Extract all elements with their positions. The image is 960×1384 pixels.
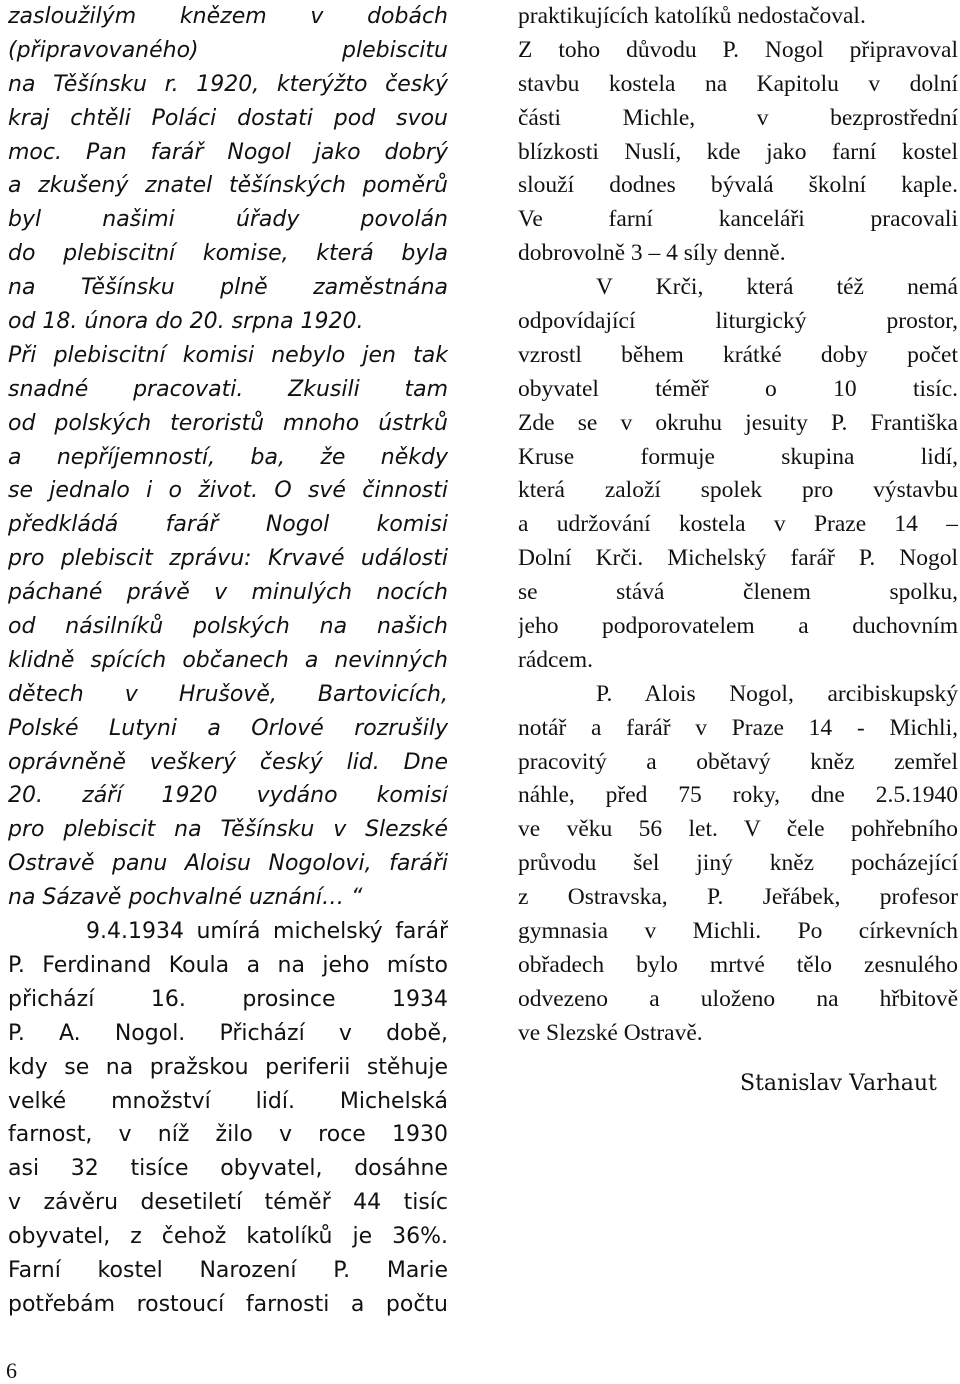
text-line: 20. září 1920 vydáno komisí [8,783,448,809]
text-line: v závěru desetiletí téměř 44 tisíc [8,1190,448,1216]
text-line: Kruse formuje skupina lidí, [518,443,958,470]
text-line: Dolní Krči. Michelský farář P. Nogol [518,545,958,572]
text-line: Polské Lutyni a Orlové rozrušily [8,715,448,741]
text-line: páchané právě v minulých nocích [8,580,448,606]
text-line: od 18. února do 20. srpna 1920. [8,309,364,335]
text-line: dobrovolně 3 – 4 síly denně. [518,240,786,267]
text-line: vzrostl během krátké doby počet [518,341,958,368]
text-line: odvezeno a uloženo na hřbitově [518,985,958,1012]
text-line: odpovídající liturgický prostor, [518,308,958,335]
text-line: Při plebiscitní komisi nebylo jen tak [8,342,448,368]
text-line: jeho podporovatelem a duchovním [518,613,958,640]
text-line: P. Ferdinand Koula a na jeho místo [8,952,448,978]
text-line: pro plebiscit zprávu: Krvavé události [8,546,448,572]
text-line: na Sázavě pochvalné uznání… “ [8,885,363,911]
text-line: z Ostravska, P. Jeřábek, profesor [518,884,958,911]
text-line: potřebám rostoucí farnosti a počtu [8,1291,448,1317]
text-line: Z toho důvodu P. Nogol připravoval [518,36,958,63]
text-line: průvodu šel jiný kněz pocházející [518,850,958,877]
text-line: blízkosti Nuslí, kde jako farní kostel [518,138,958,165]
right-text-column [518,0,958,1051]
text-line: obyvatel, z čehož katolíků je 36%. [8,1224,448,1250]
text-line: P. A. Nogol. Přichází v době, [8,1020,448,1046]
text-line: obyvatel téměř o 10 tisíc. [518,375,958,402]
text-line: V Krči, která též nemá [596,274,958,301]
text-line: asi 32 tisíce obyvatel, dosáhne [8,1156,448,1182]
text-line: praktikujících katolíků nedostačoval. [518,3,866,29]
text-line: na Těšínsku plně zaměstnána [8,275,448,301]
text-line: rádcem. [518,646,594,673]
text-line: Zde se v okruhu jesuity P. Františka [518,409,958,436]
text-line: oprávněně veškerý český lid. Dne [8,749,448,775]
text-line: se jednalo i o život. O své činnosti [8,478,448,504]
text-line: gymnasia v Michli. Po církevních [518,918,958,945]
text-line: zasloužilým knězem v dobách [8,4,448,29]
text-line: dětech v Hrušově, Bartovicích, [8,681,448,707]
text-line: notář a farář v Praze 14 - Michli, [518,714,958,741]
text-line: klidně spících občanech a nevinných [8,647,448,673]
text-line: části Michle, v bezprostřední [518,104,958,131]
text-line: obřadech bylo mrtvé tělo zesnulého [518,951,958,978]
text-line: ve Slezské Ostravě. [518,1019,703,1046]
text-line: Ostravě panu Aloisu Nogolovi, faráři [8,851,448,877]
text-line: a nepříjemností, ba, že někdy [8,444,448,470]
text-line: a udržování kostela v Praze 14 – [518,511,958,538]
text-line: (připravovaného) plebiscitu [8,37,448,63]
text-line: která založí spolek pro výstavbu [518,477,958,504]
left-text-column [8,0,448,1322]
text-line: Ve farní kanceláři pracovali [518,206,958,233]
text-line: do plebiscitní komise, která byla [8,241,448,267]
text-line: byl našimi úřady povolán [8,207,448,233]
text-line: od násilníků polských na našich [8,614,448,640]
text-line: a zkušený znatel těšínských poměrů [8,173,448,199]
text-line: kraj chtěli Poláci dostati pod svou [8,105,448,131]
text-line: přichází 16. prosince 1934 [8,986,448,1012]
text-line: stavbu kostela na Kapitolu v dolní [518,70,958,97]
text-line: náhle, před 75 roky, dne 2.5.1940 [518,782,958,809]
text-line: se stává členem spolku, [518,579,958,606]
text-line: na Těšínsku r. 1920, kterýžto český [8,71,448,97]
text-line: předkládá farář Nogol komisi [8,512,448,538]
text-line: Farní kostel Narození P. Marie [8,1257,448,1283]
author-signature: Stanislav Varhaut [740,1071,937,1096]
text-line: ve věku 56 let. V čele pohřebního [518,816,958,843]
text-line: pracovitý a obětavý kněz zemřel [518,748,958,775]
text-line: od polských teroristů mnoho ústrků [8,410,448,436]
text-line: pro plebiscit na Těšínsku v Slezské [8,817,448,843]
text-line: 9.4.1934 umírá michelský farář [86,919,448,945]
text-line: slouží dodnes bývalá školní kaple. [518,172,958,199]
text-line: velké množství lidí. Michelská [8,1088,448,1114]
text-line: moc. Pan farář Nogol jako dobrý [8,139,448,165]
page-number: 6 [6,1358,17,1383]
text-line: snadné pracovati. Zkusili tam [8,376,448,402]
text-line: P. Alois Nogol, arcibiskupský [596,680,958,707]
text-line: farnost, v níž žilo v roce 1930 [8,1122,448,1148]
text-line: kdy se na pražskou periferii stěhuje [8,1054,448,1080]
